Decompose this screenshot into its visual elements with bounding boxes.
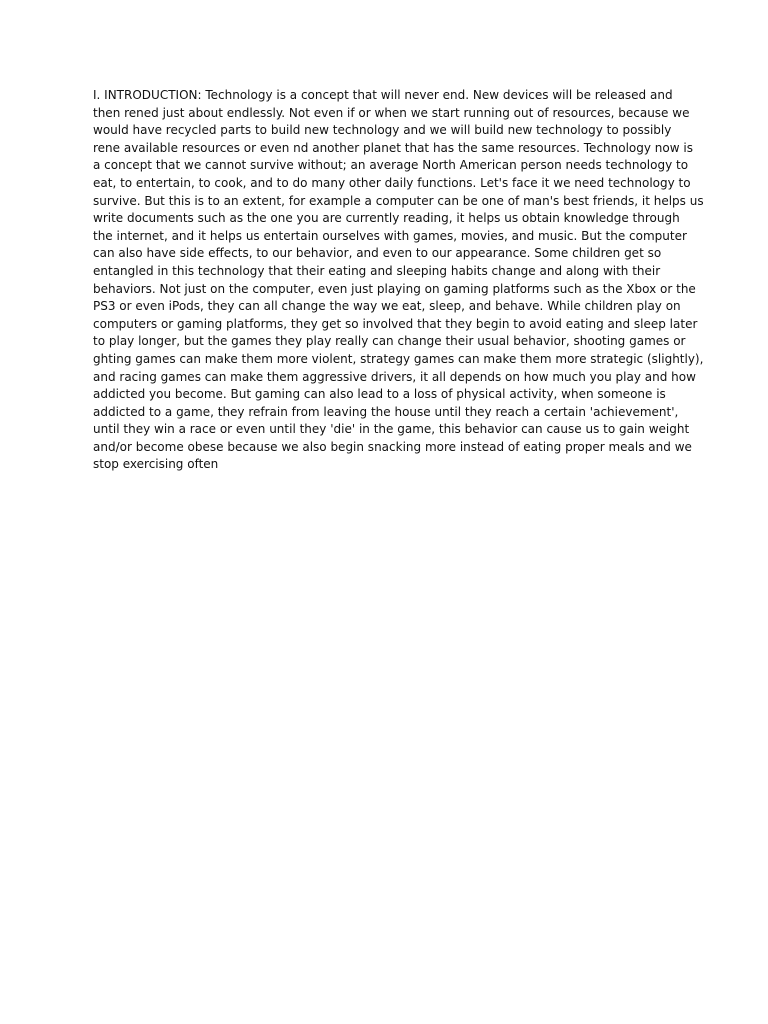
text-line: can also have side effects, to our behavior, and even to our appearance. Some children get so xyxy=(93,246,662,261)
text-line: addicted to a game, they refrain from leaving the house until they reach a certain 'achievement', xyxy=(93,404,679,419)
text-line: rene available resources or even nd another planet that has the same resources. Technology now is xyxy=(93,140,693,155)
text-line: eat, to entertain, to cook, and to do many other daily functions. Let's face it we need technology to xyxy=(93,175,691,190)
text-line: stop exercising often xyxy=(93,457,219,472)
text-line: entangled in this technology that their eating and sleeping habits change and along with their xyxy=(93,263,661,278)
text-line: to play longer, but the games they play really can change their usual behavior, shooting games or xyxy=(93,334,686,349)
text-line: and racing games can make them aggressive drivers, it all depends on how much you play and how xyxy=(93,369,696,384)
text-line: computers or gaming platforms, they get so involved that they begin to avoid eating and sleep later xyxy=(93,316,698,331)
text-line: addicted you become. But gaming can also lead to a loss of physical activity, when someone is xyxy=(93,387,666,402)
text-line: write documents such as the one you are currently reading, it helps us obtain knowledge through xyxy=(93,211,680,226)
text-line: would have recycled parts to build new technology and we will build new technology to possibly xyxy=(93,123,672,138)
text-line: ghting games can make them more violent, strategy games can make them more strategic (slightly), xyxy=(93,351,704,366)
text-line: PS3 or even iPods, they can all change the way we eat, sleep, and behave. While children play on xyxy=(93,299,681,314)
body-paragraph xyxy=(93,87,704,474)
text-line: and/or become obese because we also begin snacking more instead of eating proper meals and we xyxy=(93,439,692,454)
text-line: survive. But this is to an extent, for example a computer can be one of man's best friends, it helps us xyxy=(93,193,704,208)
text-line: a concept that we cannot survive without; an average North American person needs technology to xyxy=(93,158,689,173)
text-line: the internet, and it helps us entertain ourselves with games, movies, and music. But the computer xyxy=(93,228,687,243)
text-line: then rened just about endlessly. Not even if or when we start running out of resources, because we xyxy=(93,105,690,120)
text-line: behaviors. Not just on the computer, even just playing on gaming platforms such as the Xbox or the xyxy=(93,281,696,296)
text-line: until they win a race or even until they 'die' in the game, this behavior can cause us to gain weight xyxy=(93,422,690,437)
text-line: I. INTRODUCTION: Technology is a concept that will never end. New devices will be released and xyxy=(93,88,673,102)
